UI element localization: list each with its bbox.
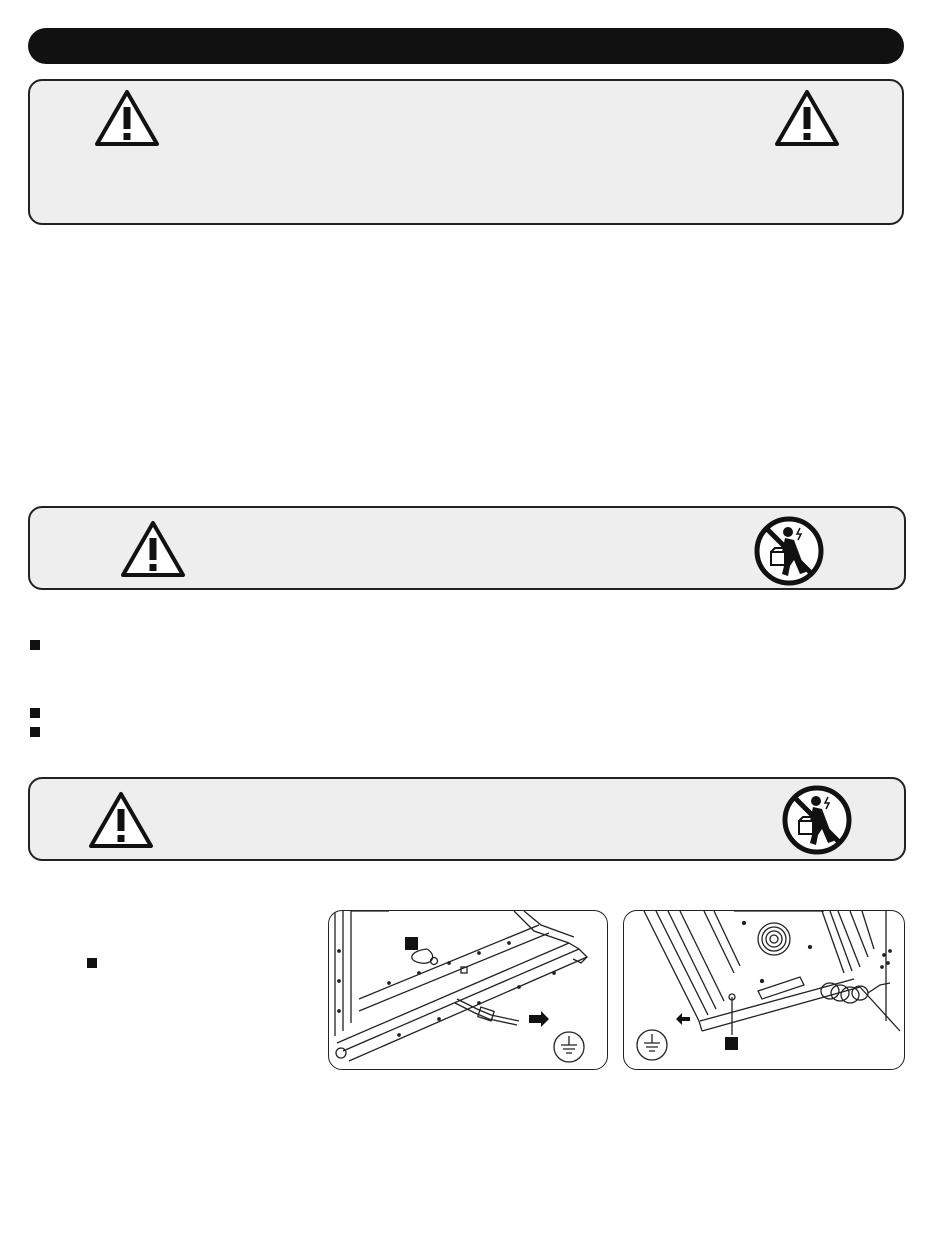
bullet-marker	[30, 640, 40, 650]
warning-triangle-icon	[774, 89, 840, 147]
no-lifting-icon	[754, 516, 824, 586]
section-title-bar	[28, 28, 904, 64]
figure-2-drawing	[624, 911, 905, 1070]
figure-1-drawing	[329, 911, 608, 1070]
bullet-marker	[30, 727, 40, 737]
figure-ground-wire-left	[328, 910, 608, 1070]
warning-triangle-icon	[88, 791, 154, 849]
figure-2-callout	[725, 1037, 738, 1050]
warning-triangle-icon	[120, 520, 186, 578]
bullet-marker	[30, 708, 40, 718]
warning-box-3	[28, 777, 906, 861]
figure-ground-wire-right	[623, 910, 905, 1070]
arrow-left-icon	[676, 1013, 690, 1025]
side-bullet-marker	[87, 958, 97, 968]
no-lifting-icon	[782, 785, 852, 855]
warning-box-1	[28, 79, 904, 225]
warning-box-2	[28, 506, 906, 590]
arrow-right-icon	[529, 1011, 549, 1027]
figure-1-callout	[405, 937, 418, 950]
warning-triangle-icon	[94, 89, 160, 147]
